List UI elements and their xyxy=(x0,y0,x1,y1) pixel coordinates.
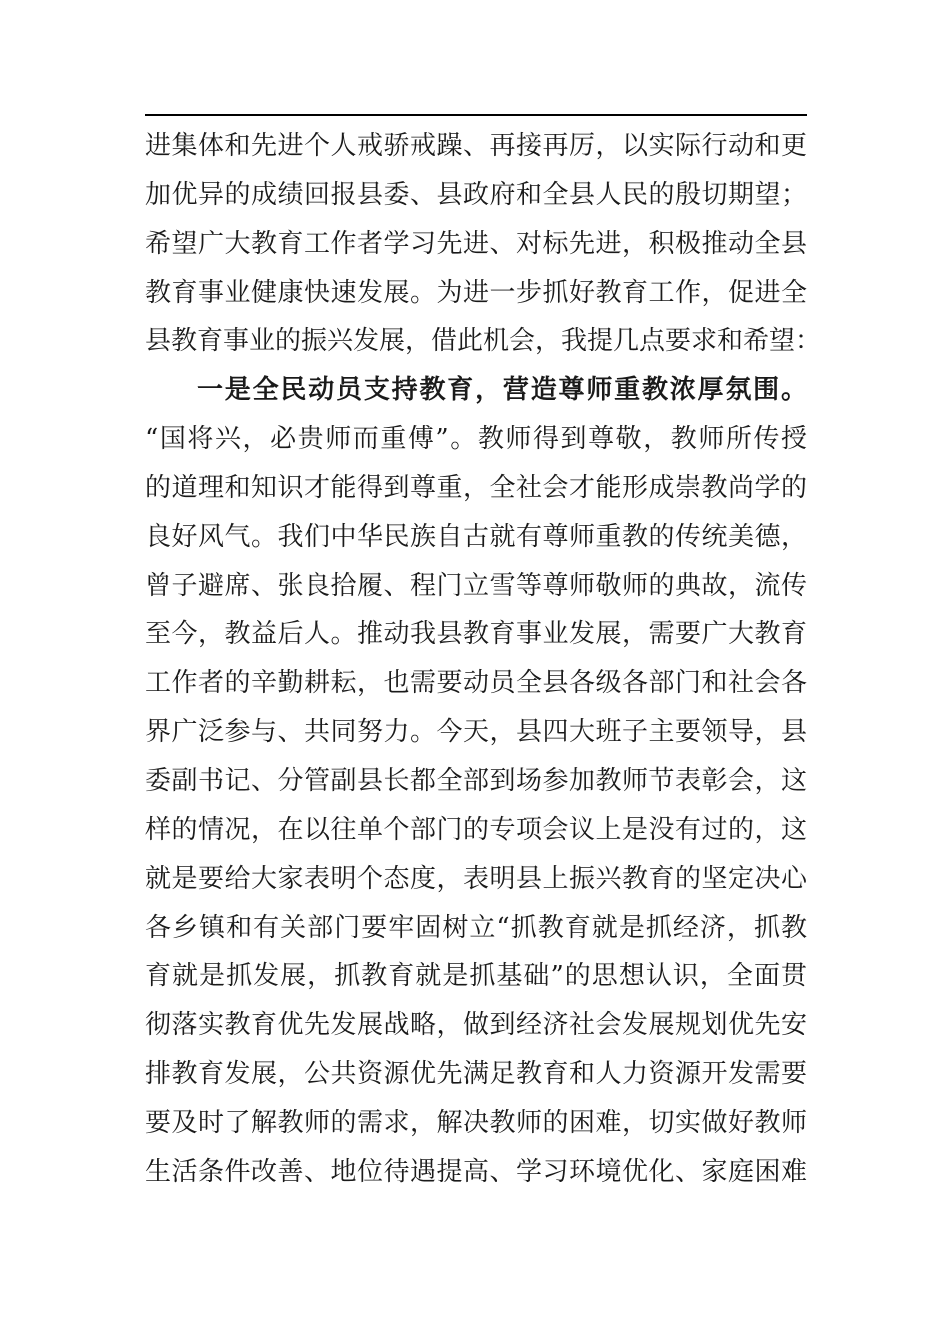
text-line: “国将兴，必贵师而重傅”。教师得到尊敬，教师所传授 xyxy=(145,424,807,455)
text-line: 加优异的成绩回报县委、县政府和全县人民的殷切期望； xyxy=(145,179,807,210)
text-line: 样的情况，在以往单个部门的专项会议上是没有过的，这 xyxy=(145,814,807,845)
section-heading: 一是全民动员支持教育，营造尊师重教浓厚氛围。 xyxy=(197,375,807,406)
text-line: 曾子避席、张良拾履、程门立雪等尊师敬师的典故，流传 xyxy=(145,570,807,601)
text-line: 工作者的辛勤耕耘，也需要动员全县各级各部门和社会各 xyxy=(145,668,807,699)
text-line: 界广泛参与、共同努力。今天，县四大班子主要领导，县 xyxy=(145,717,807,748)
text-line: 教育事业健康快速发展。为进一步抓好教育工作，促进全 xyxy=(145,277,807,308)
text-line: 生活条件改善、地位待遇提高、学习环境优化、家庭困难 xyxy=(145,1156,807,1187)
text-line: 的道理和知识才能得到尊重，全社会才能形成崇教尚学的 xyxy=(145,472,807,503)
header-rule xyxy=(145,114,807,116)
text-line: 进集体和先进个人戒骄戒躁、再接再厉，以实际行动和更 xyxy=(145,131,807,161)
text-line: 各乡镇和有关部门要牢固树立“抓教育就是抓经济，抓教 xyxy=(145,912,807,943)
text-line: 排教育发展，公共资源优先满足教育和人力资源开发需要 xyxy=(145,1059,807,1090)
text-line: 委副书记、分管副县长都全部到场参加教师节表彰会，这 xyxy=(145,765,807,796)
text-line: 希望广大教育工作者学习先进、对标先进，积极推动全县 xyxy=(145,228,807,259)
text-line: 良好风气。我们中华民族自古就有尊师重教的传统美德， xyxy=(145,521,807,552)
text-line: 育就是抓发展，抓教育就是抓基础”的思想认识，全面贯 xyxy=(145,961,807,992)
text-line: 就是要给大家表明个态度，表明县上振兴教育的坚定决心 xyxy=(145,863,807,894)
text-line: 彻落实教育优先发展战略，做到经济社会发展规划优先安 xyxy=(145,1010,807,1041)
body-text xyxy=(145,122,822,1197)
text-line: 县教育事业的振兴发展，借此机会，我提几点要求和希望： xyxy=(145,326,822,357)
text-line: 要及时了解教师的需求，解决教师的困难，切实做好教师 xyxy=(145,1107,807,1138)
text-line: 至今，教益后人。推动我县教育事业发展，需要广大教育 xyxy=(145,619,807,650)
